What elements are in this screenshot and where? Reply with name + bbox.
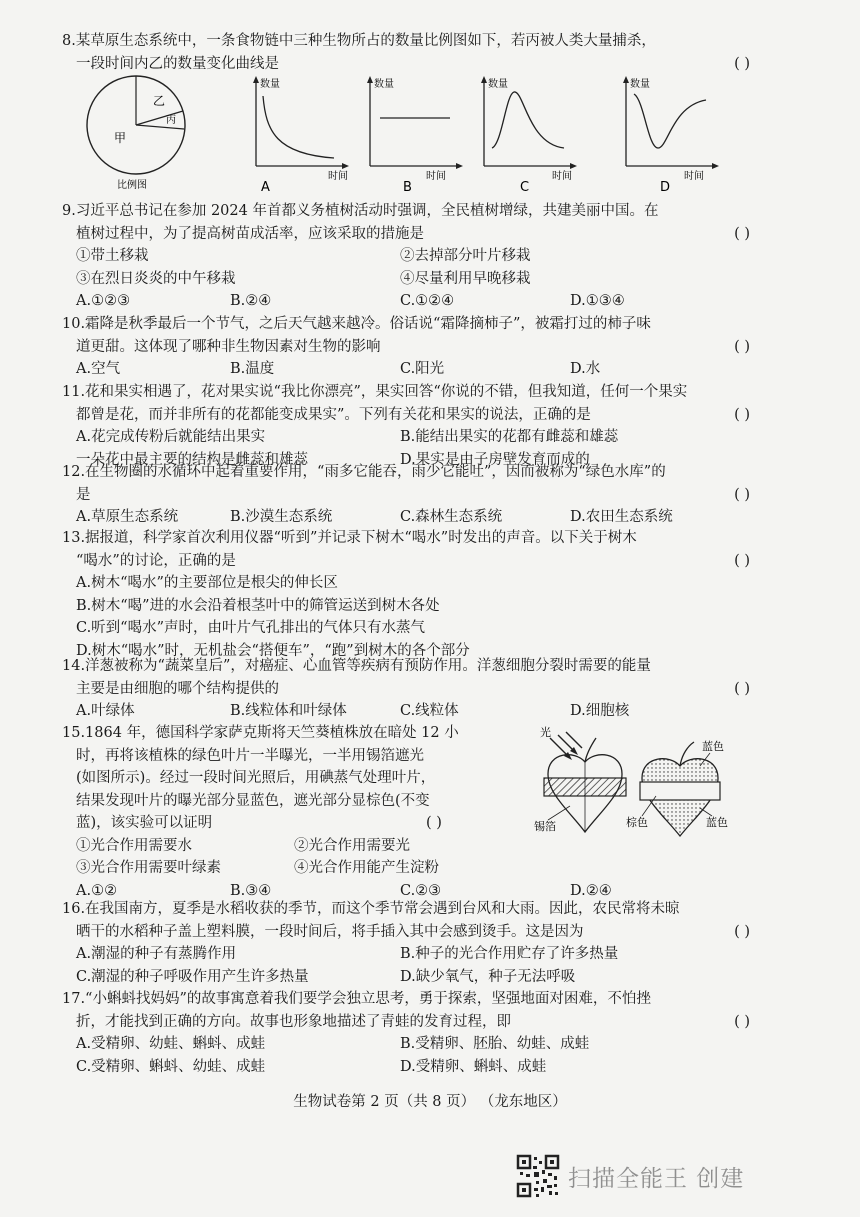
y-axis-label: 数量 [374, 79, 394, 90]
pie-label-bing: 丙 [166, 115, 176, 126]
answer-paren: ( ) [734, 486, 750, 503]
scanner-watermark: 扫描全能王 创建 [568, 1166, 745, 1192]
q14-option-a: A.叶绿体 [76, 703, 135, 719]
q13-line2: “喝水”的讨论，正确的是 [76, 552, 236, 569]
q12-line1: 12.在生物圈的水循环中起着重要作用，“雨多它能吞，雨少它能吐”，因而被称为“绿色水库”的 [62, 464, 666, 480]
q12-option-a: A.草原生态系统 [76, 509, 179, 525]
answer-paren: ( ) [734, 923, 750, 940]
question-11 [62, 381, 752, 471]
curve-a [263, 96, 334, 158]
q9-item-4: ④尽量利用早晚移栽 [400, 270, 531, 287]
pie-label-jia: 甲 [114, 131, 127, 145]
q17-option-d: D.受精卵、蝌蚪、成蛙 [400, 1058, 547, 1075]
question-10 [62, 313, 752, 381]
graph-b [367, 76, 463, 195]
q14-line1: 14.洋葱被称为“蔬菜皇后”，对癌症、心血管等疾病有预防作用。洋葱细胞分裂时需要的能量 [62, 658, 651, 674]
x-axis-label: 时间 [684, 171, 704, 182]
q16-line2: 晒干的水稻种子盖上塑料膜，一段时间后，将手插入其中会感到烫手。这是因为 [76, 923, 584, 940]
q9-option-d: D.①③④ [570, 293, 625, 309]
q9-item-2: ②去掉部分叶片移栽 [400, 248, 531, 264]
foil-label: 锡箔 [534, 820, 556, 833]
y-axis-label: 数量 [260, 79, 280, 90]
answer-paren: ( ) [734, 338, 750, 355]
pie-label-yi: 乙 [153, 94, 166, 108]
q9-item-1: ①带土移栽 [76, 248, 149, 264]
q14-option-b: B.线粒体和叶绿体 [230, 703, 347, 719]
q9-line1: 9.习近平总书记在参加 2024 年首都义务植树活动时强调，全民植树增绿，共建美丽中国。在 [62, 203, 659, 219]
blue-top-label: 蓝色 [702, 740, 724, 753]
q15-option-b: B.③④ [230, 882, 272, 899]
question-17 [62, 988, 752, 1078]
answer-paren: ( ) [426, 815, 442, 831]
q15-line5: 蓝)，该实验可以证明 [76, 815, 213, 831]
q14-option-c: C.线粒体 [400, 703, 459, 719]
q10-option-c: C.阳光 [400, 361, 445, 377]
graph-label-d: D [660, 180, 671, 195]
question-13 [62, 527, 752, 662]
graph-a [253, 76, 349, 195]
foil-strip [544, 778, 626, 796]
q16-option-b: B.种子的光合作用贮存了许多热量 [400, 946, 619, 962]
blue-bottom-label: 蓝色 [706, 816, 728, 829]
q15-leaf-figure [530, 722, 750, 842]
q15-option-c: C.②③ [400, 882, 442, 899]
q10-option-a: A.空气 [76, 361, 121, 377]
q11-line2: 都曾是花，而并非所有的花都能变成果实”。下列有关花和果实的说法，正确的是 [76, 406, 591, 423]
q11-line1: 11.花和果实相遇了，花对果实说“我比你漂亮”，果实回答“你说的不错，但我知道，任何一个果实 [62, 384, 688, 400]
q12-option-b: B.沙漠生态系统 [230, 509, 333, 525]
answer-paren: ( ) [734, 225, 750, 242]
q9-option-c: C.①②④ [400, 293, 455, 309]
q13-option-c: C.听到“喝水”声时，由叶片气孔排出的气体只有水蒸气 [76, 620, 426, 636]
x-axis-label: 时间 [552, 171, 572, 182]
q10-option-b: B.温度 [230, 361, 275, 377]
brown-strip [640, 782, 720, 800]
question-9 [62, 200, 752, 313]
q14-line2: 主要是由细胞的哪个结构提供的 [76, 680, 279, 697]
graph-c [481, 76, 577, 195]
question-8 [62, 30, 752, 75]
leaf-exposed-foil [534, 725, 626, 833]
graph-d [623, 76, 719, 195]
y-axis-label: 数量 [630, 79, 650, 90]
q10-line2: 道更甜。这体现了哪种非生物因素对生物的影响 [76, 338, 381, 355]
answer-paren: ( ) [734, 55, 750, 72]
q15-line3: (如图所示)。经过一段时间光照后，用碘蒸气处理叶片， [76, 770, 436, 786]
q8-figure [70, 72, 750, 197]
proportion-pie [87, 76, 185, 191]
question-14 [62, 655, 752, 723]
q15-line2: 时，再将该植株的绿色叶片一半曝光，一半用锡箔遮光 [76, 747, 424, 764]
q13-option-d: D.树木“喝水”时，无机盐会“搭便车”，“跑”到树木的各个部分 [76, 642, 470, 659]
q11-option-d: D.果实是由子房壁发育而成的 [400, 451, 590, 468]
answer-paren: ( ) [734, 680, 750, 697]
q8-line2: 一段时间内乙的数量变化曲线是 [76, 55, 279, 72]
page-footer: 生物试卷第 2 页（共 8 页） （龙东地区） [293, 1094, 567, 1110]
q11-option-b: B.能结出果实的花都有雌蕊和雄蕊 [400, 429, 619, 445]
q16-option-d: D.缺少氧气，种子无法呼吸 [400, 968, 576, 985]
q9-line2: 植树过程中，为了提高树苗成活率，应该采取的措施是 [76, 225, 424, 242]
answer-paren: ( ) [734, 1013, 750, 1030]
qr-code-icon [516, 1154, 560, 1198]
q17-line2: 折，才能找到正确的方向。故事也形象地描述了青蛙的发育过程，即 [76, 1013, 511, 1030]
q15-item-3: ③光合作用需要叶绿素 [76, 860, 221, 876]
q17-line1: 17.“小蝌蚪找妈妈”的故事寓意着我们要学会独立思考，勇于探索，坚强地面对困难，不怕挫 [62, 991, 651, 1007]
question-12 [62, 461, 752, 529]
q12-option-c: C.森林生态系统 [400, 509, 503, 525]
graph-label-c: C [520, 180, 530, 195]
x-axis-label: 时间 [426, 171, 446, 182]
curve-c [492, 92, 564, 148]
q15-item-2: ②光合作用需要光 [294, 837, 410, 854]
q13-option-b: B.树木“喝”进的水会沿着根茎叶中的筛管运送到树木各处 [76, 597, 440, 614]
q10-line1: 10.霜降是秋季最后一个节气，之后天气越来越冷。俗话说“霜降摘柿子”，被霜打过的柿子味 [62, 316, 651, 332]
y-axis-label: 数量 [488, 79, 508, 90]
answer-paren: ( ) [734, 552, 750, 569]
q8-line1: 8.某草原生态系统中，一条食物链中三种生物所占的数量比例图如下，若丙被人类大量捕杀， [62, 33, 656, 49]
q12-option-d: D.农田生态系统 [570, 509, 673, 525]
graph-label-b: B [403, 180, 412, 195]
q10-option-d: D.水 [570, 361, 601, 377]
q14-option-d: D.细胞核 [570, 703, 630, 719]
leaf-after-iodine [626, 739, 728, 836]
light-label: 光 [540, 726, 551, 739]
question-16 [62, 898, 752, 988]
answer-paren: ( ) [734, 406, 750, 423]
curve-d [634, 94, 706, 148]
q9-option-b: B.②④ [230, 293, 272, 309]
q13-option-a: A.树木“喝水”的主要部位是根尖的伸长区 [76, 575, 338, 591]
q9-item-3: ③在烈日炎炎的中午移栽 [76, 270, 236, 287]
q16-line1: 16.在我国南方，夏季是水稻收获的季节，而这个季节常会遇到台风和大雨。因此，农民常将未晾 [62, 901, 680, 917]
q17-option-a: A.受精卵、幼蛙、蝌蚪、成蛙 [76, 1036, 266, 1052]
q15-option-d: D.②④ [570, 882, 612, 899]
q15-item-1: ①光合作用需要水 [76, 837, 192, 854]
q16-option-a: A.潮湿的种子有蒸腾作用 [76, 946, 237, 962]
q15-line4: 结果发现叶片的曝光部分显蓝色，遮光部分显棕色(不变 [76, 792, 430, 809]
q13-line1: 13.据报道，科学家首次利用仪器“听到”并记录下树木“喝水”时发出的声音。以下关于树木 [62, 530, 637, 546]
graph-label-a: A [261, 180, 270, 195]
pie-caption: 比例图 [117, 180, 147, 191]
q17-option-c: C.受精卵、蝌蚪、幼蛙、成蛙 [76, 1058, 266, 1075]
q11-option-c: 一朵花中最主要的结构是雌蕊和雄蕊 [76, 451, 308, 468]
q16-option-c: C.潮湿的种子呼吸作用产生许多热量 [76, 968, 309, 985]
q17-option-b: B.受精卵、胚胎、幼蛙、成蛙 [400, 1036, 590, 1052]
q15-line1: 15.1864 年，德国科学家萨克斯将天竺葵植株放在暗处 12 小 [62, 725, 459, 741]
q15-option-a: A.①② [76, 882, 118, 899]
q11-option-a: A.花完成传粉后就能结出果实 [76, 429, 266, 445]
q9-option-a: A.①②③ [76, 293, 131, 309]
q15-item-4: ④光合作用能产生淀粉 [294, 860, 439, 876]
x-axis-label: 时间 [328, 171, 348, 182]
q12-line2: 是 [76, 486, 91, 503]
brown-label: 棕色 [626, 816, 648, 829]
